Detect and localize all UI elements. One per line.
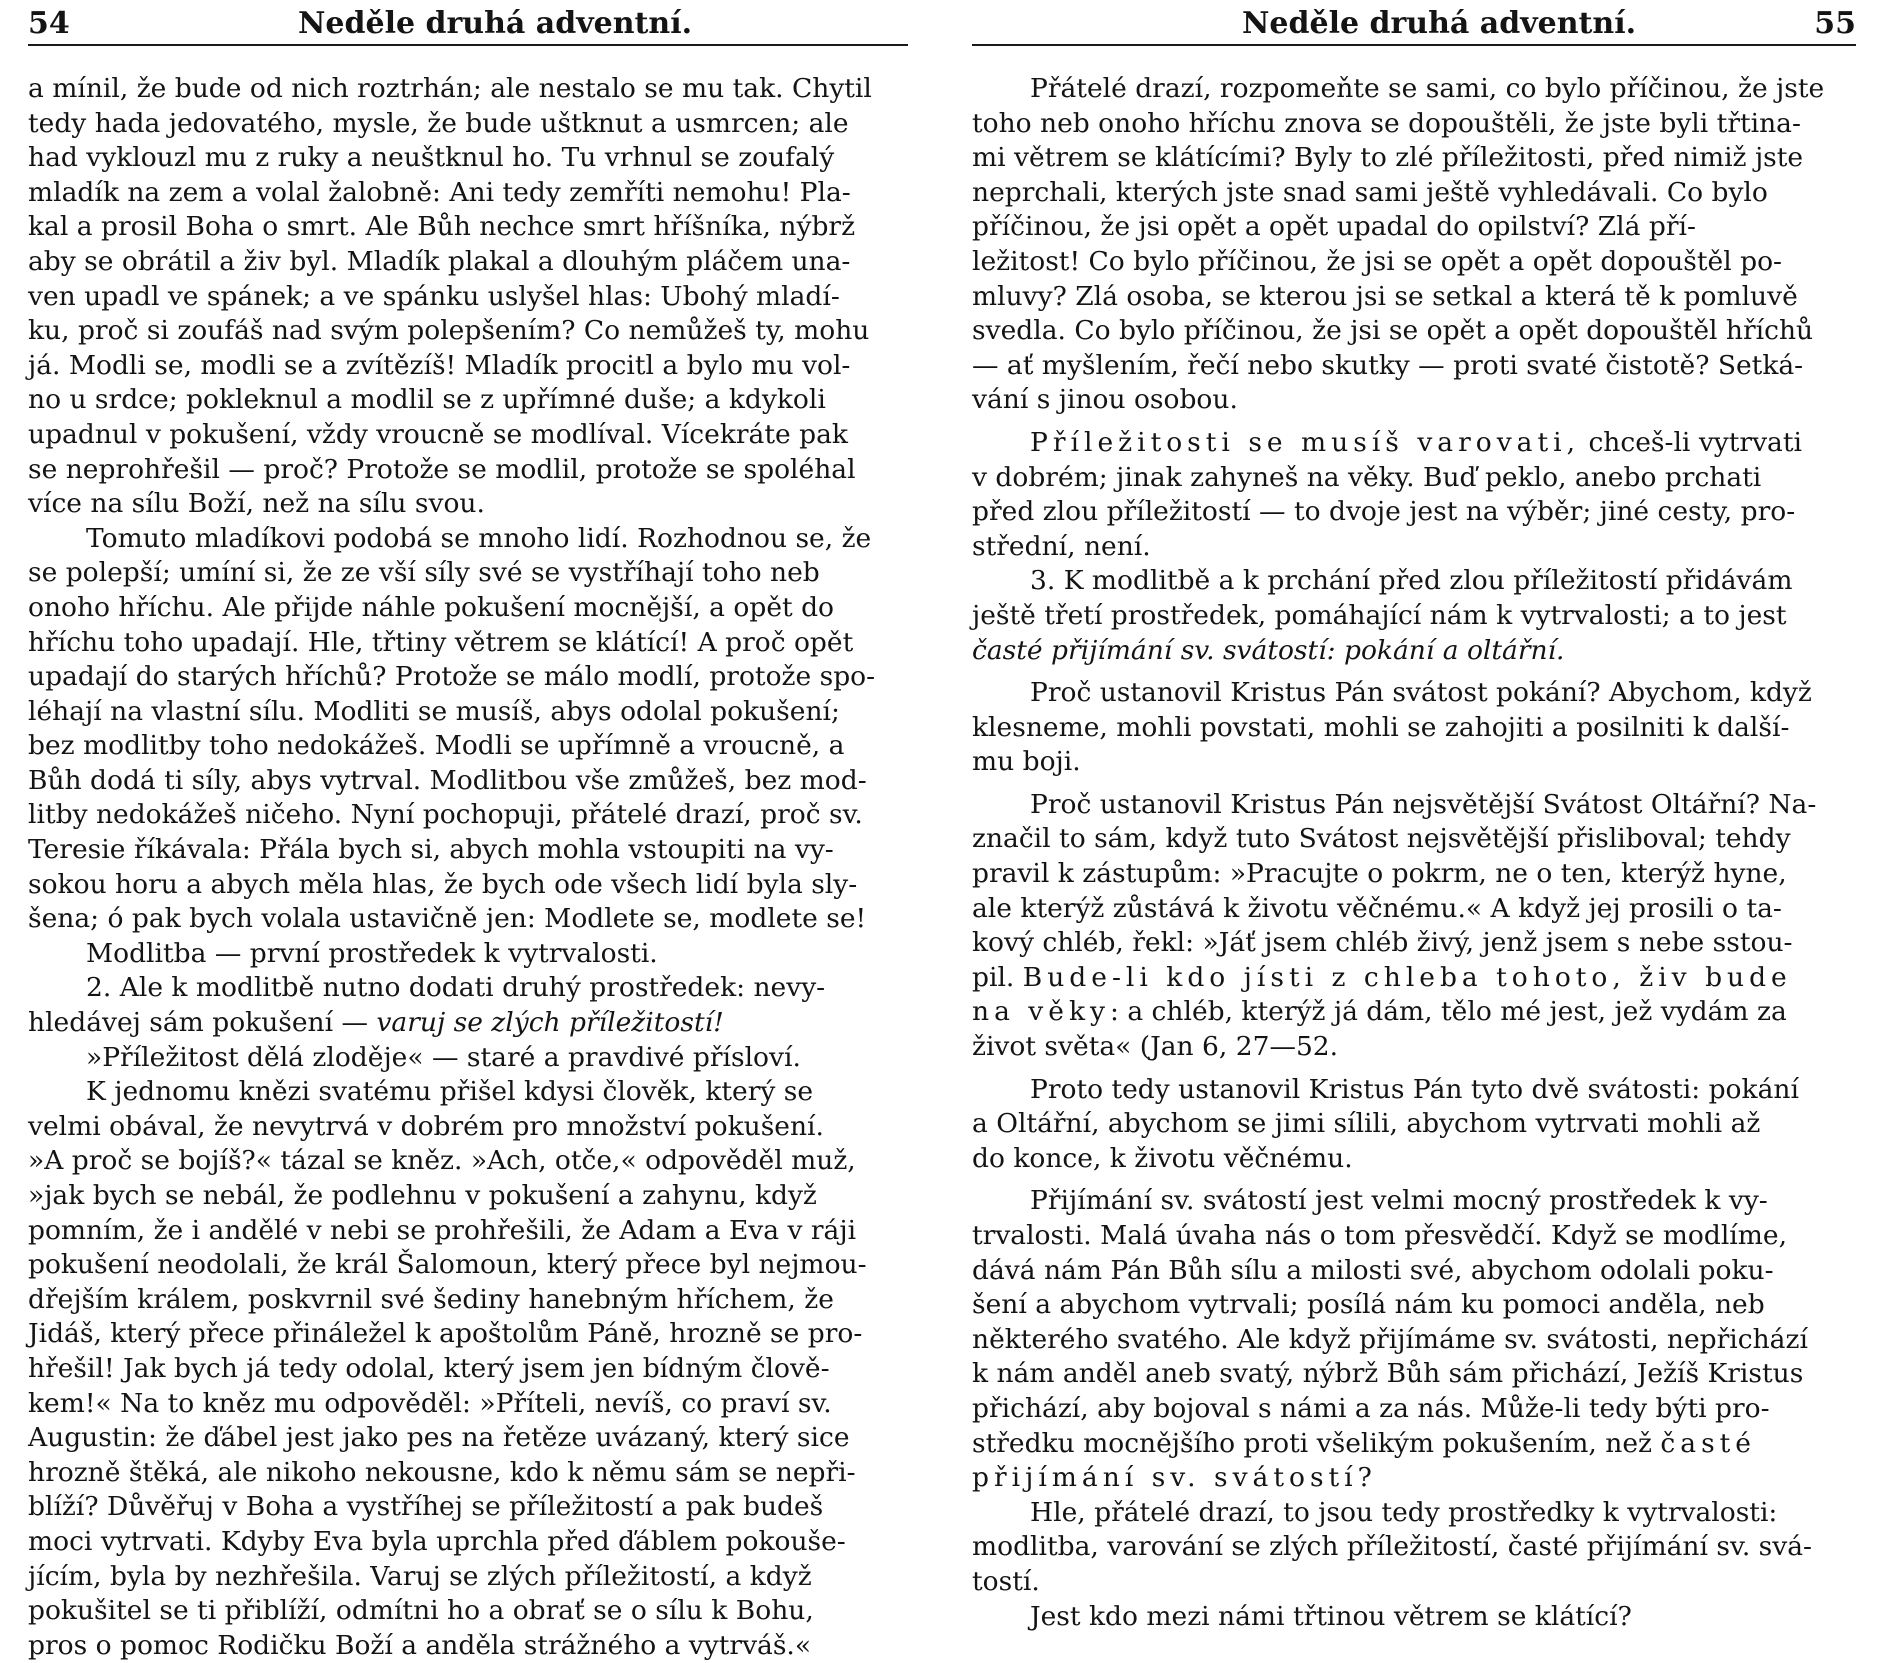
text-line: Jest kdo mezi námi třtinou větrem se klátící?	[1030, 1600, 1632, 1632]
text-segment: : a chléb, kterýž já dám, tělo mé jest, jež vydám za	[1109, 996, 1787, 1028]
text-line: a Oltářní, abychom se jimi sílili, abychom vytrvati mohli až	[972, 1108, 1761, 1140]
text-line: toho neb onoho hříchu znova se dopouštěli, že jste byli třtina-	[972, 107, 1801, 139]
text-line	[28, 1006, 908, 1041]
text-line: více na sílu Boží, než na sílu svou.	[28, 488, 485, 520]
text-line: Teresie říkávala: Přála bych si, abych mohla vstoupiti na vy-	[28, 834, 834, 866]
text-line: pokušitel se ti přiblíží, odmítni ho a obrať se o sílu k Bohu,	[28, 1595, 814, 1627]
text-line: Augustin: že ďábel jest jako pes na řetěze uvázaný, který sice	[28, 1422, 850, 1454]
left-page-text	[28, 72, 908, 1663]
spaced-emphasis-text: časté	[1660, 1427, 1756, 1459]
text-line: pravil k zástupům: »Pracujte o pokrm, ne o ten, kterýž hyne,	[972, 858, 1787, 890]
text-line	[972, 961, 1856, 996]
text-line: hříchu toho upadají. Hle, třtiny větrem se klátící! A proč opět	[28, 626, 854, 658]
spaced-emphasis-text: Příležitosti se musíš varovati,	[1030, 426, 1581, 458]
text-line: K jednomu knězi svatému přišel kdysi člověk, který se	[86, 1076, 814, 1108]
text-line: příčinou, že jsi opět a opět upadal do opilství? Zlá pří-	[972, 211, 1696, 243]
text-line: pros o pomoc Rodičku Boží a anděla strážného a vytrváš.«	[28, 1629, 812, 1661]
text-line: k nám anděl aneb svatý, nýbrž Bůh sám přichází, Ježíš Kristus	[972, 1358, 1804, 1390]
text-line: mluvy? Zlá osoba, se kterou jsi se setkal a která tě k pomluvě	[972, 280, 1798, 312]
text-line: pokušení neodolali, že král Šalomoun, který přece byl nejmou-	[28, 1249, 867, 1281]
text-line: život světa« (Jan 6, 27—52.	[972, 1031, 1339, 1063]
text-line: no u srdce; pokleknul a modlil se z upřímné duše; a kdykoli	[28, 384, 826, 416]
text-line: před zlou příležitostí — to dvoje jest na výběr; jiné cesty, pro-	[972, 496, 1796, 528]
text-line: bez modlitby toho nedokážeš. Modli se upřímně a vroucně, a	[28, 730, 845, 762]
text-line	[972, 634, 1856, 669]
text-line: moci vytrvati. Kdyby Eva byla uprchla před ďáblem pokouše-	[28, 1525, 846, 1557]
text-segment: ?	[1357, 1462, 1372, 1494]
text-line: ještě třetí prostředek, pomáhající nám k vytrvalosti; a to jest	[972, 599, 1787, 631]
text-line	[972, 1427, 1856, 1462]
page-number: 55	[1814, 6, 1856, 41]
spaced-emphasis-text: na věky	[972, 996, 1110, 1028]
text-line	[972, 426, 1856, 461]
text-line: tostí.	[972, 1565, 1040, 1597]
text-line: se polepší; umíní si, že ze vší síly své se vystříhají toho neb	[28, 557, 820, 589]
text-line: kal a prosil Boha o smrt. Ale Bůh nechce smrt hříšníka, nýbrž	[28, 211, 856, 243]
text-line: Bůh dodá ti síly, abys vytrval. Modlitbou vše zmůžeš, bez mod-	[28, 764, 867, 796]
left-page-header	[28, 4, 908, 46]
text-line: do konce, k životu věčnému.	[972, 1142, 1353, 1174]
right-page-text	[972, 72, 1856, 1634]
text-line: »A proč se bojíš?« tázal se kněz. »Ach, otče,« odpověděl muž,	[28, 1145, 856, 1177]
emphasis-text: varuj se zlých příležitostí!	[376, 1007, 724, 1039]
text-line: pomním, že i andělé v nebi se prohřešili, že Adam a Eva v ráji	[28, 1214, 857, 1246]
text-segment: hledávej sám pokušení —	[28, 1007, 377, 1039]
text-line: hrozně štěká, ale nikoho nekousne, kdo k němu sám se nepři-	[28, 1456, 856, 1488]
text-line: modlitba, varování se zlých příležitostí, časté přijímání sv. svá-	[972, 1531, 1812, 1563]
text-line: sokou horu a abych měla hlas, že bych ode všech lidí byla sly-	[28, 868, 858, 900]
text-line: Hle, přátelé drazí, to jsou tedy prostředky k vytrvalosti:	[1030, 1496, 1778, 1528]
right-page-header	[972, 4, 1856, 46]
running-head: Neděle druhá adventní.	[1242, 6, 1637, 41]
left-page	[28, 0, 908, 1661]
text-line: litby nedokážeš ničeho. Nyní pochopuji, přátelé drazí, proč sv.	[28, 799, 863, 831]
text-line: se neprohřešil — proč? Protože se modlil, protože se spoléhal	[28, 453, 856, 485]
text-line: ale kterýž zůstává k životu věčnému.« A když jej prosili o ta-	[972, 892, 1782, 924]
text-segment: chceš-li vytrvati	[1580, 426, 1802, 458]
text-line: neprchali, kterých jste snad sami ještě vyhledávali. Co bylo	[972, 176, 1768, 208]
text-segment: pil.	[972, 961, 1023, 993]
text-line: jícím, byla by nezhřešila. Varuj se zlých příležitostí, a když	[28, 1560, 812, 1592]
text-line	[972, 995, 1856, 1030]
text-line: upadnul v pokušení, vždy vroucně se modlíval. Vícekráte pak	[28, 418, 848, 450]
text-line: »jak bych se nebál, že podlehnu v pokušení a zahynu, když	[28, 1180, 817, 1211]
text-line: v dobrém; jinak zahyneš na věky. Buď peklo, anebo prchati	[972, 461, 1762, 493]
text-line: ku, proč si zoufáš nad svým polepšením? Co nemůžeš ty, mohu	[28, 315, 870, 347]
page-number: 54	[28, 6, 70, 41]
text-line: 2. Ale k modlitbě nutno dodati druhý prostředek: nevy-	[86, 972, 826, 1004]
text-line: Proč ustanovil Kristus Pán svátost pokání? Abychom, když	[1030, 677, 1812, 709]
text-line: mi větrem se klátícími? Byly to zlé příležitosti, před nimiž jste	[972, 142, 1804, 174]
text-line: blíží? Důvěřuj v Boha a vystříhej se příležitostí a pak budeš	[28, 1491, 824, 1523]
text-line: kem!« Na to kněz mu odpověděl: »Příteli, nevíš, co praví sv.	[28, 1387, 832, 1419]
text-line: šena; ó pak bych volala ustavičně jen: Modlete se, modlete se!	[28, 903, 867, 935]
text-line: trvalosti. Malá úvaha nás o tom přesvědčí. Když se modlíme,	[972, 1220, 1788, 1251]
emphasis-text: časté přijímání sv. svátostí: pokání a oltářní.	[972, 634, 1565, 666]
text-line: šení a abychom vytrvali; posílá nám ku pomoci anděla, neb	[972, 1289, 1765, 1321]
text-line: některého svatého. Ale když přijímáme sv. svátosti, nepřichází	[972, 1323, 1808, 1355]
text-line: já. Modli se, modli se a zvítězíš! Mladík procitl a bylo mu vol-	[28, 349, 851, 381]
text-line: svedla. Co bylo příčinou, že jsi se opět a opět dopouštěl hříchů	[972, 315, 1814, 347]
text-line: mladík na zem a volal žalobně: Ani tedy zemříti nemohu! Pla-	[28, 176, 851, 208]
spaced-emphasis-text: Bude-li kdo jísti z chleba tohoto, živ bude	[1022, 961, 1792, 993]
text-line: ležitost! Co bylo příčinou, že jsi se opět a opět dopouštěl po-	[972, 245, 1782, 277]
text-line: kový chléb, řekl: »Jáť jsem chléb živý, jenž jsem s nebe sstou-	[972, 927, 1793, 959]
text-line: upadají do starých hříchů? Protože se málo modlí, protože spo-	[28, 661, 876, 693]
text-line: značil to sám, když tuto Svátost nejsvětější přisliboval; tehdy	[972, 823, 1791, 855]
text-line: Proč ustanovil Kristus Pán nejsvětější Svátost Oltářní? Na-	[1030, 788, 1817, 820]
text-line: velmi obával, že nevytrvá v dobrém pro množství pokušení.	[28, 1110, 824, 1142]
text-line: Přátelé drazí, rozpomeňte se sami, co bylo příčinou, že jste	[1030, 73, 1825, 104]
text-segment: středku mocnějšího proti všelikým pokušením, než	[972, 1427, 1661, 1459]
text-line: Přijímání sv. svátostí jest velmi mocný prostředek k vy-	[1030, 1185, 1768, 1217]
text-line: střední, není.	[972, 530, 1151, 562]
text-line: Tomuto mladíkovi podobá se mnoho lidí. Rozhodnou se, že	[86, 522, 872, 554]
text-line: hřešil! Jak bych já tedy odolal, který jsem jen bídným člově-	[28, 1352, 830, 1384]
running-head: Neděle druhá adventní.	[298, 6, 693, 41]
text-line: a mínil, že bude od nich roztrhán; ale nestalo se mu tak. Chytil	[28, 73, 872, 104]
text-line: 3. K modlitbě a k prchání před zlou příležitostí přidávám	[1030, 565, 1793, 597]
text-line	[972, 1461, 1856, 1496]
text-line: klesneme, mohli povstati, mohli se zahojiti a posilniti k další-	[972, 711, 1790, 743]
text-line: Jidáš, který přece přináležel k apoštolům Páně, hrozně se pro-	[28, 1318, 863, 1350]
spaced-emphasis-text: přijímání sv. svátostí	[972, 1462, 1358, 1494]
text-line: had vyklouzl mu z ruky a neuštknul ho. Tu vrhnul se zoufalý	[28, 142, 835, 174]
text-line: aby se obrátil a živ byl. Mladík plakal a dlouhým pláčem una-	[28, 245, 851, 277]
text-line: dává nám Pán Bůh sílu a milosti své, abychom odolali poku-	[972, 1254, 1774, 1286]
right-page	[972, 0, 1856, 1632]
text-line: Modlitba — první prostředek k vytrvalosti.	[86, 937, 658, 969]
text-line: léhají na vlastní sílu. Modliti se musíš, abys odolal pokušení;	[28, 695, 840, 727]
text-line: onoho hříchu. Ale přijde náhle pokušení mocnější, a opět do	[28, 591, 834, 623]
text-line: dřejším králem, poskvrnil své šediny hanebným hříchem, že	[28, 1283, 834, 1315]
text-line: mu boji.	[972, 746, 1081, 778]
text-line: Proto tedy ustanovil Kristus Pán tyto dvě svátosti: pokání	[1030, 1073, 1799, 1105]
text-line: vání s jinou osobou.	[972, 384, 1238, 416]
text-line: přichází, aby bojoval s námi a za nás. Může-li tedy býti pro-	[972, 1392, 1770, 1424]
text-line: »Příležitost dělá zloděje« — staré a pravdivé přísloví.	[86, 1041, 801, 1073]
text-line: — ať myšlením, řečí nebo skutky — proti svaté čistotě? Setká-	[972, 349, 1804, 381]
text-line: ven upadl ve spánek; a ve spánku uslyšel hlas: Ubohý mladí-	[28, 280, 840, 312]
text-line: tedy hada jedovatého, mysle, že bude uštknut a usmrcen; ale	[28, 107, 849, 139]
